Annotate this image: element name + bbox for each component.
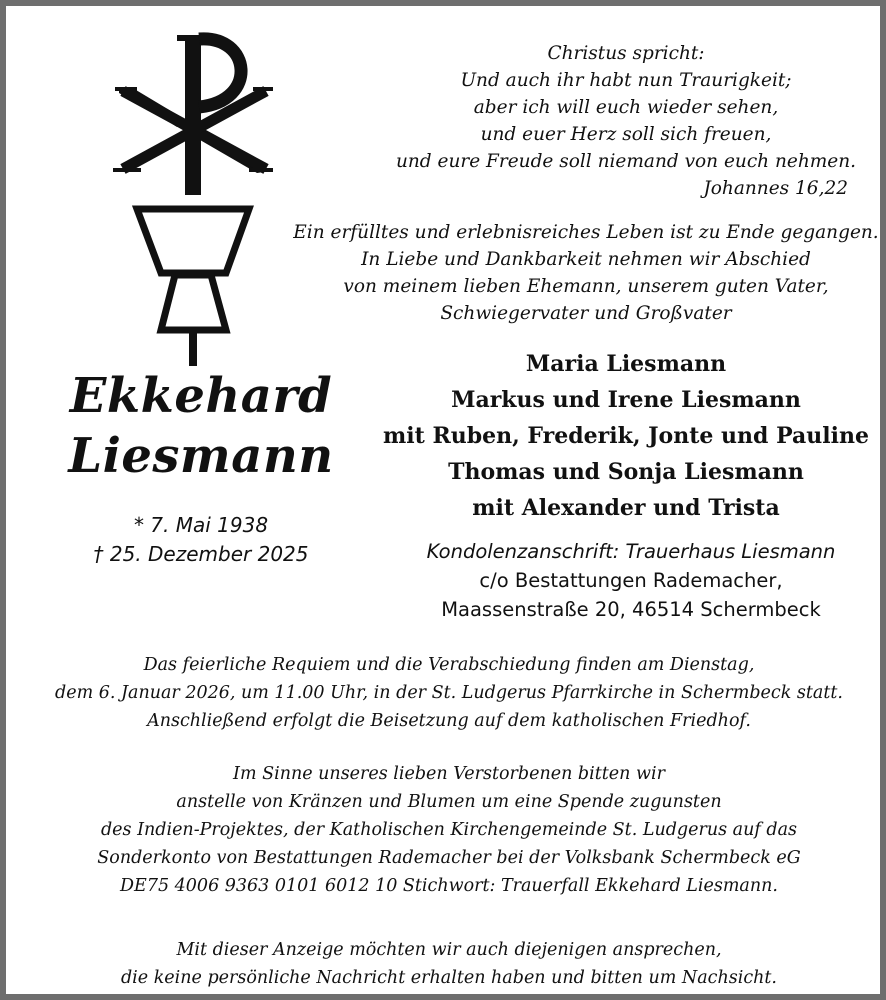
donation-line: Im Sinne unseres lieben Verstorbenen bitten wir [233,764,665,784]
family-line: Maria Liesmann [525,351,727,377]
birth-date: * 7. Mai 1938 [133,513,269,537]
verse-line: Und auch ihr habt nun Traurigkeit; [460,70,792,91]
life-dates [66,511,336,569]
ceremony-notice [26,651,872,735]
address-line: c/o Bestattungen Rademacher, [479,569,783,592]
ceremony-line: dem 6. Januar 2026, um 11.00 Uhr, in der St. Ludgerus Pfarrkirche in Schermbeck statt. [55,683,843,703]
verse-line: und euer Herz soll sich freuen, [480,124,772,145]
death-date: † 25. Dezember 2025 [93,542,309,566]
deceased-first-name: Ekkehard [69,368,333,424]
donation-line: anstelle von Kränzen und Blumen um eine Spende zugunsten [176,792,722,812]
intro-line: Schwiegervater und Großvater [440,303,732,324]
condolence-address [396,537,866,624]
ceremony-line: Das feierliche Requiem und die Verabschiedung finden am Dienstag, [143,655,755,675]
donation-request [26,760,872,900]
donation-line: des Indien-Projektes, der Katholischen Kirchengemeinde St. Ludgerus auf das [100,820,798,840]
deceased-last-name: Liesmann [68,428,334,484]
farewell-intro [286,219,886,327]
closing-line: die keine persönliche Nachricht erhalten haben und bitten um Nachsicht. [120,968,777,988]
intro-line: Ein erfülltes und erlebnisreiches Leben ist zu Ende gegangen. [293,222,879,243]
family-line: Thomas und Sonja Liesmann [448,459,804,485]
family-line: Markus und Irene Liesmann [451,387,801,413]
verse-line: und eure Freude soll niemand von euch nehmen. [395,151,857,172]
intro-line: In Liebe und Dankbarkeit nehmen wir Abschied [361,249,811,270]
closing-note [26,936,872,992]
address-line: Maassenstraße 20, 46514 Schermbeck [441,598,821,621]
chi-rho-chalice-icon [111,31,276,371]
address-label: Kondolenzanschrift: Trauerhaus Liesmann [426,540,836,563]
verse-line: Christus spricht: [547,43,705,64]
verse-line: aber ich will euch wieder sehen, [473,97,779,118]
mourning-family [368,346,884,526]
bible-verse [376,40,876,202]
family-line: mit Alexander und Trista [472,495,780,521]
verse-reference: Johannes 16,22 [703,178,848,199]
donation-line: Sonderkonto von Bestattungen Rademacher bei der Volksbank Schermbeck eG [97,848,801,868]
ceremony-line: Anschließend erfolgt die Beisetzung auf dem katholischen Friedhof. [147,711,751,731]
closing-line: Mit dieser Anzeige möchten wir auch diejenigen ansprechen, [176,940,722,960]
family-line: mit Ruben, Frederik, Jonte und Pauline [383,423,869,449]
intro-line: von meinem lieben Ehemann, unserem guten Vater, [343,276,829,297]
donation-line: DE75 4006 9363 0101 6012 10 Stichwort: Trauerfall Ekkehard Liesmann. [120,876,778,896]
